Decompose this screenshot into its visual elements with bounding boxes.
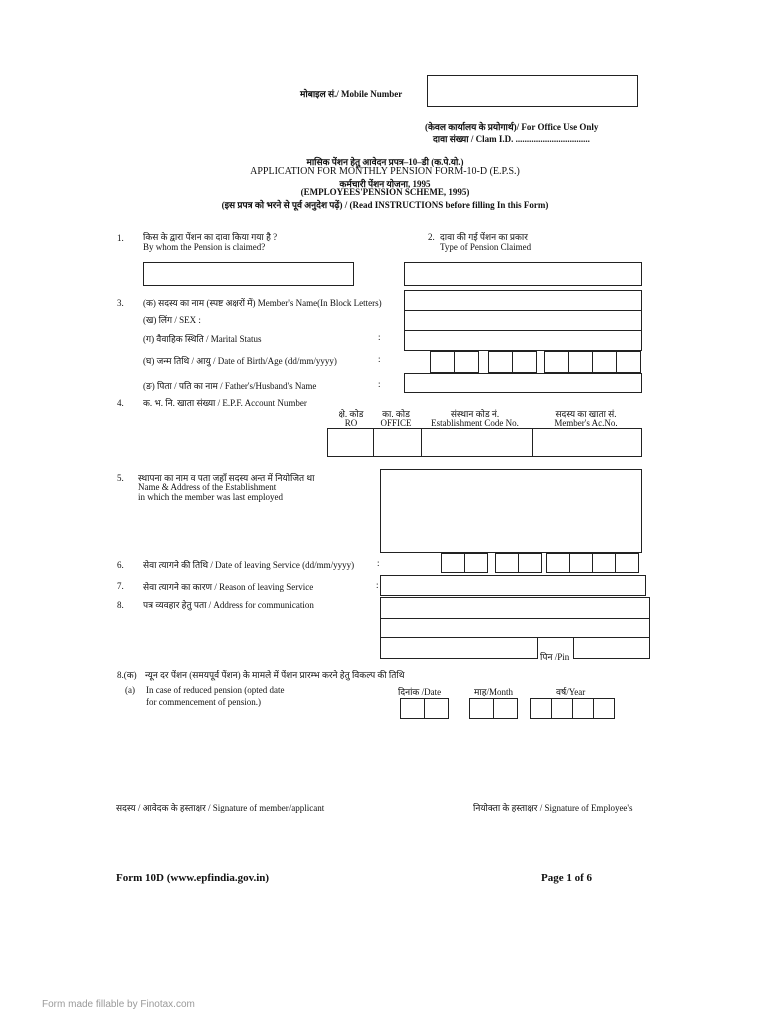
epf-account-label: क. भ. नि. खाता संख्या / E.P.F. Account Number (143, 398, 307, 408)
mobile-number-field[interactable] (427, 75, 638, 107)
q2-number: 2. (428, 232, 435, 242)
reduced-pension-hindi-label: न्यून दर पेंशन (समयपूर्व पेंशन) के मामले में पेंशन प्रारम्भ करने हेतु विकल्प की तिथि (145, 670, 405, 680)
pension-type-field[interactable] (404, 262, 642, 286)
claimant-field[interactable] (143, 262, 354, 286)
leaving-reason-field[interactable] (380, 575, 646, 596)
dob-digit-box[interactable] (454, 351, 479, 373)
mobile-number-label: मोबाइल सं./ Mobile Number (300, 89, 403, 99)
leaving-date-digit-box[interactable] (592, 553, 616, 573)
member-name-label: (क) सदस्य का नाम (स्पष्ट अक्षरों में) Member's Name(In Block Letters) (143, 298, 382, 308)
establishment-label-line1: Name & Address of the Establishment (138, 482, 277, 492)
finotax-note: Form made fillable by Finotax.com (42, 999, 195, 1010)
establishment-code-field[interactable] (421, 428, 533, 457)
sex-label: (ख) लिंग / SEX : (143, 315, 201, 325)
year-label: वर्ष/Year (556, 687, 586, 697)
address-line-2-field[interactable] (380, 618, 650, 638)
q6-number: 6. (117, 560, 124, 570)
q7-number: 7. (117, 581, 124, 591)
pension-year-digit-box[interactable] (593, 698, 615, 719)
pension-year-digit-box[interactable] (572, 698, 594, 719)
marital-status-colon: : (378, 332, 381, 342)
address-communication-label: पत्र व्यवहार हेतु पता / Address for communication (143, 600, 314, 610)
ro-header: RO (344, 418, 358, 428)
q2-hindi-label: दावा की गई पेंशन का प्रकार (440, 232, 528, 242)
form-name-footer: Form 10D (www.epfindia.gov.in) (116, 872, 270, 884)
leaving-date-digit-box[interactable] (495, 553, 519, 573)
office-header: OFFICE (380, 418, 412, 428)
scheme-english: (EMPLOYEES'PENSION SCHEME, 1995) (300, 187, 470, 197)
title-hindi: मासिक पेंशन हेतु आवेदन प्रपत्र–10–डी (क.पे.यो.) (306, 157, 464, 167)
dob-digit-box[interactable] (430, 351, 455, 373)
q1-hindi-label: किस के द्वारा पेंशन का दावा किया गया है ? (143, 232, 278, 242)
member-name-field[interactable] (404, 290, 642, 311)
leaving-reason-colon: : (376, 580, 379, 590)
father-husband-colon: : (378, 379, 381, 389)
leaving-date-digit-box[interactable] (441, 553, 465, 573)
member-ac-hindi-header: सदस्य का खाता सं. (555, 409, 617, 419)
sex-field[interactable] (404, 310, 642, 331)
leaving-reason-label: सेवा त्यागने का कारण / Reason of leaving Service (143, 582, 314, 592)
leaving-date-digit-box[interactable] (518, 553, 542, 573)
dob-digit-box[interactable] (616, 351, 641, 373)
pension-date-digit-box[interactable] (400, 698, 425, 719)
office-code-field[interactable] (373, 428, 422, 457)
office-hindi-header: का. कोड (382, 409, 410, 419)
dob-digit-box[interactable] (488, 351, 513, 373)
leaving-date-colon: : (377, 558, 380, 568)
dob-label: (घ) जन्म तिथि / आयु / Date of Birth/Age (dd/mm/yyyy) (143, 356, 337, 366)
pension-month-digit-box[interactable] (493, 698, 518, 719)
establishment-hindi-header: संस्थान कोड नं. (450, 409, 500, 419)
q8-number: 8. (117, 600, 124, 610)
leaving-date-label: सेवा त्यागने की तिथि / Date of leaving Service (dd/mm/yyyy) (143, 560, 355, 570)
pension-year-digit-box[interactable] (530, 698, 552, 719)
pin-code-field[interactable] (573, 637, 650, 659)
claim-id-label: दावा संख्या / Clam I.D. ................................. (433, 134, 590, 144)
establishment-code-header: Establishment Code No. (431, 418, 519, 428)
father-husband-name-field[interactable] (404, 373, 642, 393)
title-english: APPLICATION FOR MONTHLY PENSION FORM-10-D (E.P.S.) (250, 166, 520, 177)
employer-signature-label: नियोक्ता के हस्ताक्षर / Signature of Employee's (473, 803, 633, 813)
pension-year-digit-box[interactable] (551, 698, 573, 719)
leaving-date-digit-box[interactable] (569, 553, 593, 573)
reduced-pension-label-line1: In case of reduced pension (opted date (146, 685, 285, 695)
q8k-number: 8.(क) (117, 670, 137, 680)
ro-hindi-header: क्षे. कोड (338, 409, 364, 419)
establishment-address-field[interactable] (380, 469, 642, 553)
establishment-hindi-label: स्थापना का नाम व पता जहाँ सदस्य अन्त में नियोजित था (138, 473, 315, 483)
marital-status-label: (ग) वैवाहिक स्थिति / Marital Status (143, 334, 262, 344)
address-line-1-field[interactable] (380, 597, 650, 619)
reduced-pension-label-line2: for commencement of pension.) (146, 697, 261, 707)
q8a-number: (a) (125, 685, 135, 695)
member-ac-header: Member's Ac.No. (554, 418, 618, 428)
pension-month-digit-box[interactable] (469, 698, 494, 719)
father-husband-name-label: (ङ) पिता / पति का नाम / Father's/Husband's Name (143, 381, 317, 391)
dob-digit-box[interactable] (592, 351, 617, 373)
member-signature-label: सदस्य / आवेदक के हस्ताक्षर / Signature of member/applicant (116, 803, 325, 813)
month-label: माह/Month (474, 687, 513, 697)
office-use-label: (केवल कार्यालय के प्रयोगार्थ)/ For Office Use Only (425, 122, 599, 132)
pension-date-digit-box[interactable] (424, 698, 449, 719)
pin-label: पिन /Pin (540, 652, 570, 662)
q1-number: 1. (117, 233, 124, 243)
q1-english-label: By whom the Pension is claimed? (143, 242, 266, 252)
q5-number: 5. (117, 473, 124, 483)
establishment-label-line2: in which the member was last employed (138, 492, 283, 502)
ro-code-field[interactable] (327, 428, 374, 457)
marital-status-field[interactable] (404, 330, 642, 351)
q3-number: 3. (117, 298, 124, 308)
q2-english-label: Type of Pension Claimed (440, 242, 532, 252)
address-line-3-field[interactable] (380, 637, 538, 659)
dob-digit-box[interactable] (544, 351, 569, 373)
leaving-date-digit-box[interactable] (546, 553, 570, 573)
page-number: Page 1 of 6 (541, 872, 593, 884)
dob-digit-box[interactable] (568, 351, 593, 373)
q4-number: 4. (117, 398, 124, 408)
leaving-date-digit-box[interactable] (464, 553, 488, 573)
scheme-hindi: कर्मचारी पेंशन योजना, 1995 (339, 179, 431, 189)
dob-digit-box[interactable] (512, 351, 537, 373)
read-instructions: (इस प्रपत्र को भरने से पूर्व अनुदेश पढ़ें) / (Read INSTRUCTIONS before filling In this Form) (221, 200, 549, 210)
leaving-date-digit-box[interactable] (615, 553, 639, 573)
member-account-number-field[interactable] (532, 428, 642, 457)
date-label: दिनांक /Date (398, 687, 442, 697)
dob-colon: : (378, 354, 381, 364)
